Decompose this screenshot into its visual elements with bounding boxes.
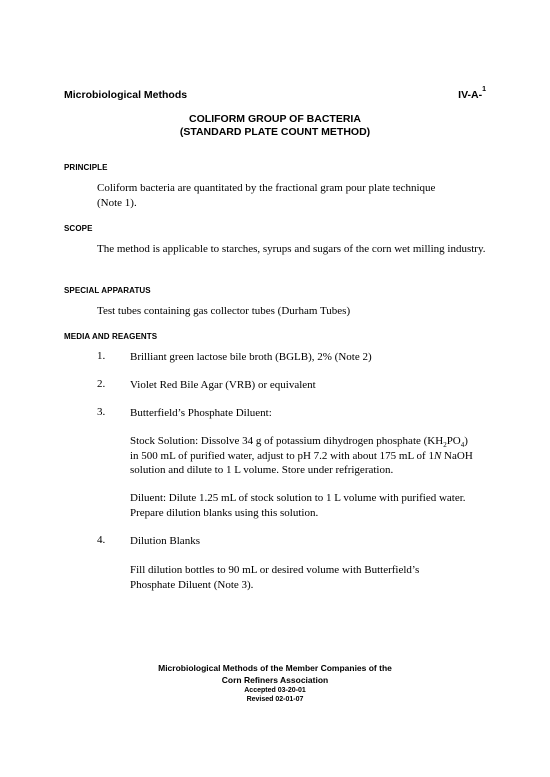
footer-line2: Corn Refiners Association [221,675,329,685]
list-item-number: 2. [97,378,106,390]
list-item-number: 3. [97,406,106,418]
method-code: IV-A-$^1$ [458,86,486,101]
stock-solution-line3: solution and dilute to 1 L volume. Store under refrigeration. [130,464,394,476]
section-heading-principle: PRINCIPLE [64,163,108,172]
list-item-text: Butterfield’s Phosphate Diluent: [130,407,272,419]
stock-solution-line2: in 500 mL of purified water, adjust to pH 7.2 with about 175 mL of 1N NaOH [130,450,473,462]
list-item-number: 1. [97,350,106,362]
stock-solution-line1: Stock Solution: Dissolve 34 g of potassium dihydrogen phosphate $(KH_2PO_4)$ [130,435,468,450]
list-item-text: Dilution Blanks [130,535,200,547]
header-title: Microbiological Methods [64,89,188,101]
scope-text: The method is applicable to starches, syrups and sugars of the corn wet milling industry. [97,243,486,255]
principle-line2: (Note 1). [97,197,137,209]
diluent-line1: Diluent: Dilute 1.25 mL of stock solution to 1 L volume with purified water. [130,492,466,504]
principle-line1: Coliform bacteria are quantitated by the fractional gram pour plate technique [97,182,436,194]
list-item-text: Brilliant green lactose bile broth (BGLB), 2% (Note 2) [130,351,372,363]
section-heading-media: MEDIA AND REAGENTS [64,332,158,341]
blanks-line2: Phosphate Diluent (Note 3). [130,579,254,591]
section-heading-apparatus: SPECIAL APPARATUS [64,286,151,295]
list-item-text: Violet Red Bile Agar (VRB) or equivalent [130,379,316,391]
page-header [64,86,486,105]
list-item-number: 4. [97,534,106,546]
doc-title-line2: (STANDARD PLATE COUNT METHOD) [179,126,371,138]
section-heading-scope: SCOPE [64,224,93,233]
diluent-line2: Prepare dilution blanks using this solution. [130,507,319,519]
footer-line1: Microbiological Methods of the Member Companies of the [158,663,392,673]
apparatus-text: Test tubes containing gas collector tubes (Durham Tubes) [97,305,351,317]
footer-revised-date: Revised 02-01-07 [246,696,304,703]
doc-title-line1: COLIFORM GROUP OF BACTERIA [189,113,361,125]
footer-accepted-date: Accepted 03-20-01 [244,687,306,694]
blanks-line1: Fill dilution bottles to 90 mL or desired volume with Butterfield’s [130,564,420,576]
